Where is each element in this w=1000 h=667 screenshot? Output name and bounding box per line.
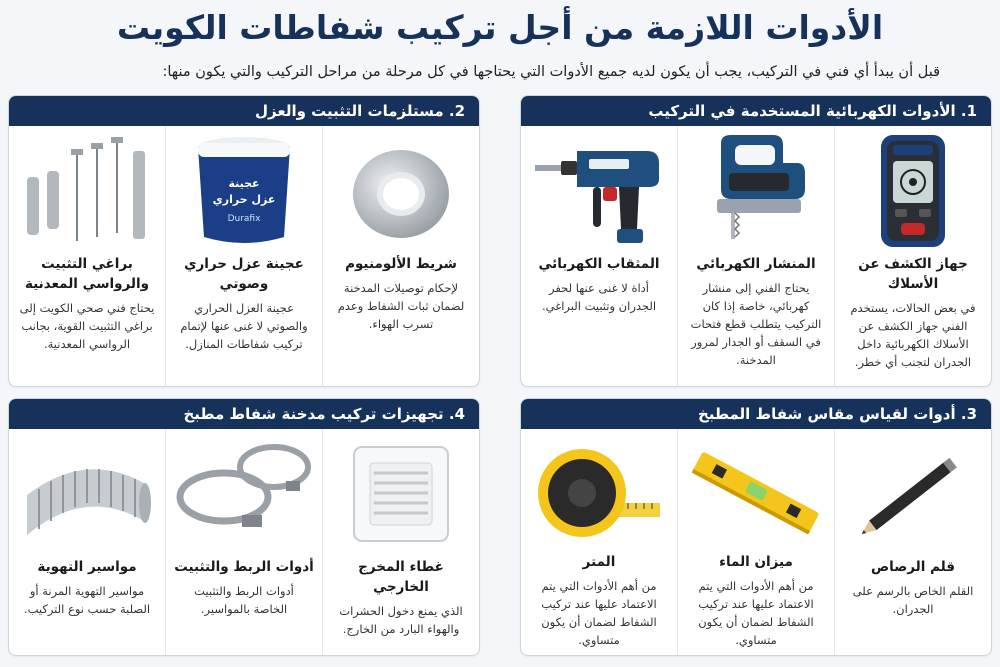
card-description: يحتاج فني صحي الكويت إلى براغي التثبيت القوية، بجانب الرواسي المعدنية. xyxy=(19,301,155,351)
section-fixing-insulation xyxy=(8,95,480,387)
card-description: عجينة العزل الحراري والصوتي لا غنى عنها لإتمام تركيب شفاطات المنازل. xyxy=(180,301,308,351)
card-title: المثقاب الكهربائي xyxy=(538,256,660,272)
jigsaw-icon xyxy=(686,132,826,250)
card-description: القلم الخاص بالرسم على الجدران. xyxy=(852,584,974,616)
card-title: غطاء المخرج الخارجي xyxy=(358,559,444,595)
card-title: جهاز الكشف عن الأسلاك xyxy=(858,256,968,292)
card-title: براغي التثبيت والرواسي المعدنية xyxy=(24,256,150,292)
tool-card xyxy=(677,126,834,386)
section-measuring-tools xyxy=(520,398,992,656)
section-electrical-tools xyxy=(520,95,992,387)
paste-label-line1: عجينة xyxy=(228,177,260,190)
tool-card xyxy=(9,429,165,655)
card-description: يحتاج الفني إلى منشار كهربائي، خاصة إذا كان التركيب يتطلب قطع فتحات في السقف أو الجدار لمرور المدخنة. xyxy=(690,281,822,367)
paste-brand: Durafix xyxy=(227,214,261,224)
tool-card xyxy=(834,126,991,386)
card-title: ميزان الماء xyxy=(719,554,793,570)
tape-measure-icon xyxy=(529,435,669,548)
card-description: في بعض الحالات، يستخدم الفني جهاز الكشف عن الأسلاك الكهربائية داخل الجدران لتجنب أي خطر. xyxy=(850,301,976,369)
screws-anchors-icon xyxy=(17,132,157,250)
tool-card xyxy=(322,126,479,386)
drill-icon xyxy=(529,132,669,250)
page-title: الأدوات اللازمة من أجل تركيب شفاطات الكويت xyxy=(116,8,884,47)
wire-detector-icon xyxy=(843,132,983,250)
section-heading: 4. تجهيزات تركيب مدخنة شفاط مطبخ xyxy=(9,399,479,429)
card-title: عجينة عزل حراري وصوتي xyxy=(184,256,304,292)
tool-card xyxy=(521,126,677,386)
card-title: المنشار الكهربائي xyxy=(696,256,816,272)
hose-clamp-icon xyxy=(174,435,314,553)
tool-card xyxy=(677,429,834,655)
card-title: مواسير التهوية xyxy=(37,559,137,575)
card-description: أدوات الربط والتثبيت الخاصة بالمواسير. xyxy=(194,584,294,616)
card-title: أدوات الربط والتثبيت xyxy=(174,559,314,575)
card-description: من أهم الأدوات التي يتم الاعتماد عليها عند تركيب الشفاط لضمان أن يكون متساوي. xyxy=(541,579,657,647)
card-description: أداة لا غنى عنها لحفر الجدران وتثبيت البراغي. xyxy=(541,281,657,313)
intro-text: قبل أن يبدأ أي فني في التركيب، يجب أن يكون لديه جميع الأدوات التي يحتاجها في كل مرحلة من مراحل التركيب والتي يكون منها: xyxy=(162,64,940,80)
vent-cover-icon xyxy=(331,435,471,553)
tool-card xyxy=(165,429,322,655)
insulation-paste-icon xyxy=(174,132,314,250)
card-description: لإحكام توصيلات المدخنة لضمان ثبات الشفاط وعدم تسرب الهواء. xyxy=(337,281,465,331)
paste-label-line2: عزل حراري xyxy=(212,193,276,206)
section-heading: 3. أدوات لقياس مقاس شفاط المطبخ xyxy=(521,399,991,429)
card-description: مواسير التهوية المرنة أو الصلبة حسب نوع التركيب. xyxy=(23,584,151,616)
card-title: المتر xyxy=(582,554,616,570)
aluminum-tape-icon xyxy=(331,132,471,250)
tool-card xyxy=(521,429,677,655)
card-description: الذي يمنع دخول الحشرات والهواء البارد من الخارج. xyxy=(339,604,463,636)
card-description: من أهم الأدوات التي يتم الاعتماد عليها عند تركيب الشفاط لضمان أن يكون متساوي. xyxy=(698,579,814,647)
flexible-duct-icon xyxy=(17,435,157,553)
section-duct-installation xyxy=(8,398,480,656)
tool-card xyxy=(165,126,322,386)
tool-card xyxy=(322,429,479,655)
spirit-level-icon xyxy=(686,435,826,548)
tool-card xyxy=(9,126,165,386)
section-heading: 2. مستلزمات التثبيت والعزل xyxy=(9,96,479,126)
section-heading: 1. الأدوات الكهربائية المستخدمة في التركيب xyxy=(521,96,991,126)
tool-card xyxy=(834,429,991,655)
card-title: شريط الألومنيوم xyxy=(345,256,457,272)
card-title: قلم الرصاص xyxy=(871,559,956,575)
pencil-icon xyxy=(843,435,983,553)
